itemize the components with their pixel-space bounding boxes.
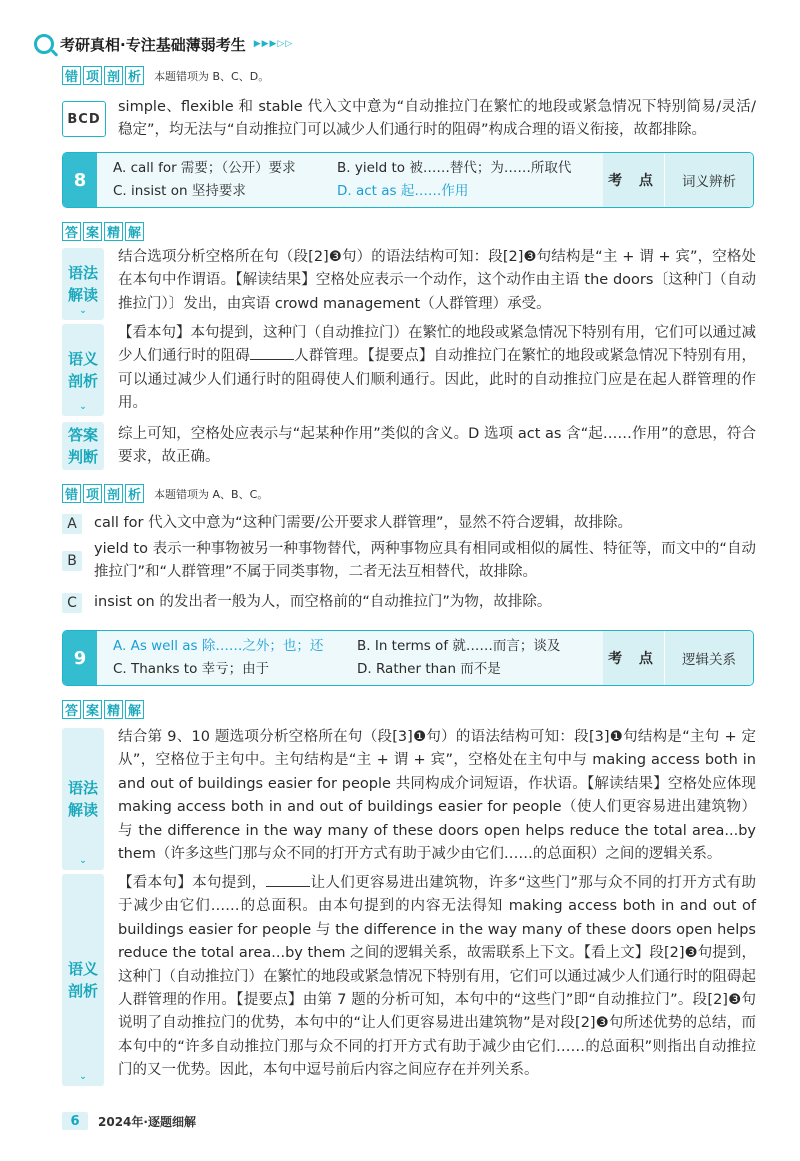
tag-char: 答 [62,222,81,241]
option-letter-c: C [62,593,82,613]
page-header [34,32,293,56]
text-run: 人群管理。【提要点】自动推拉门在繁忙的地段或紧急情况下特别有用，可以通过减少人们通行时的阻碍使人们顺利通行。因此，此时的自动推拉门应是在起人群管理的作用。 [118,348,756,412]
option-d: D. Rather than 而不是 [357,661,501,677]
wrong-option-tag [62,66,269,85]
label-line: 语义 [67,960,98,978]
tag-char: 案 [83,700,102,719]
option-a-correct: A. As well as 除……之外；也；还 [113,638,324,654]
text-run: 【看本句】本句提到，这种门（自动推拉门）在繁忙的地段或紧急情况下特别有用，它们可以通过减少人们通行时的阻碍 [118,325,756,365]
chevron-down-icon: ⌄ [79,856,87,866]
question-number: 8 [63,153,97,207]
label-line: 语法 [67,779,98,797]
option-letter-a: A [62,514,82,534]
page-number: 6 [62,1112,88,1130]
label-line: 答案 [67,426,98,444]
option-b: B. In terms of 就……而言；谈及 [357,638,561,654]
text-run: 【看本句】本句提到， [118,875,267,891]
answer-blank [250,346,294,360]
tag-char: 精 [104,700,123,719]
label-line: 语义 [67,350,98,368]
bcd-explanation: simple、flexible 和 stable 代入文中意为“自动推拉门在繁忙的地段或紧急情况下特别简易/灵活/稳定”，均无法与“自动推拉门可以减少人们通行时的阻碍”构成合理的语义衔接，故都排除。 [118,99,756,139]
answer-analysis-tag [62,700,146,719]
option-d-correct: D. act as 起……作用 [337,183,469,199]
chevron-down-icon: ⌄ [79,1072,87,1082]
option-letter-b: B [62,551,82,571]
label-line: 剖析 [67,982,98,1000]
tag-char: 解 [125,700,144,719]
tag-char: 剖 [104,66,123,85]
header-arrows: ▶▶▶▷▷ [253,39,294,49]
label-line: 语法 [67,264,98,282]
q8-semantic-text [118,322,756,416]
answer-blank [266,873,310,887]
label-line: 剖析 [67,372,98,390]
answer-analysis-tag [62,222,146,241]
label-line: 解读 [67,801,98,819]
header-title: 考研真相·专注基础薄弱考生 [60,35,246,54]
footer-text: 2024年·逐题细解 [98,1114,196,1129]
test-point-label: 考 点 [603,153,665,207]
question-8-card [62,152,754,208]
bcd-badge: BCD [62,101,106,137]
tag-char: 错 [62,66,81,85]
test-point [603,153,753,207]
tag-note: 本题错项为 A、B、C。 [154,487,269,501]
option-a-explanation: call for 代入文中意为“这种门需要/公开要求人群管理”，显然不符合逻辑，故排除。 [94,515,632,531]
tag-char: 错 [62,484,81,503]
tag-char: 案 [83,222,102,241]
q8-grammar-text: 结合选项分析空格所在句（段[2]❸句）的语法结构可知：段[2]❸句结构是“主 + 谓 + 宾”，空格处在本句中作谓语。【解读结果】空格处应表示一个动作，这个动作由主语 the doors〔这种门（自动推拉门）〕发出，由宾语 crowd management（人群管理）承受。 [118,249,756,312]
option-c: C. insist on 坚持要求 [113,183,246,199]
grammar-label [62,728,104,870]
semantic-label [62,874,104,1086]
test-point [603,631,753,685]
tag-char: 析 [125,66,144,85]
test-point-value: 逻辑关系 [682,652,736,668]
option-b-explanation: yield to 表示一种事物被另一种事物替代，两种事物应具有相同或相似的属性、特征等，而文中的“自动推拉门”和“人群管理”不属于同类事物，二者无法互相替代，故排除。 [94,541,756,581]
option-c: C. Thanks to 幸亏；由于 [113,661,270,677]
q9-grammar-text: 结合第 9、10 题选项分析空格所在句（段[3]❶句）的语法结构可知：段[3]❶句结构是“主句 + 定从”，空格位于主句中。主句结构是“主 + 谓 + 宾”，空格处在主句中与 making access both in and out of buildings easier for people 共同构成介词短语，作状语。【解读结果】空格处应体现 making access both in and out of buildings easier for people（使人们更容易进出建筑物）与 the difference in the way many of these doors open helps reduce the total area...by them（许多这些门那与众不同的打开方式有助于减少由它们……的总面积）之间的逻辑关系。 [118,729,756,863]
question-9-card [62,630,754,686]
wrong-option-tag [62,484,268,503]
tag-char: 项 [83,484,102,503]
q9-semantic-text [118,872,756,1083]
tag-char: 析 [125,484,144,503]
tag-note: 本题错项为 B、C、D。 [154,69,270,83]
q8-judge-text: 综上可知，空格处应表示与“起某种作用”类似的含义。D 选项 act as 含“起……作用”的意思，符合要求，故正确。 [118,426,756,466]
option-b: B. yield to 被……替代；为……所取代 [337,160,572,176]
tag-char: 剖 [104,484,123,503]
text-run: 让人们更容易进出建筑物，许多“这些门”那与众不同的打开方式有助于减少由它们……的总面积。由本句提到的内容无法得知 making access both in and out of buildings easier for people 与 the difference in the way many of these doors open helps reduce the total area...by them 之间的逻辑关系，故需联系上下文。【看上文】段[2]❸句提到，这种门（自动推拉门）在繁忙的地段或紧急情况下特别有用，它们可以通过减少人们通行时的阻碍起人群管理的作用。【提要点】由第 7 题的分析可知，本句中的“这些门”即“自动推拉门”。段[2]❸句说明了自动推拉门的优势，本句中的“让人们更容易进出建筑物”是对段[2]❸句所述优势的总结，而本句中的“许多自动推拉门那与众不同的打开方式有助于减少由它们……的总面积”则指出自动推拉门的又一优势。因此，本句中逗号前后内容之间应存在并列关系。 [118,875,757,1079]
question-number: 9 [63,631,97,685]
label-line: 判断 [67,448,98,466]
tag-char: 解 [125,222,144,241]
judge-label [62,422,104,470]
semantic-label [62,324,104,416]
tag-char: 项 [83,66,102,85]
option-c-explanation: insist on 的发出者一般为人，而空格前的“自动推拉门”为物，故排除。 [94,594,552,610]
chevron-down-icon: ⌄ [79,402,87,412]
test-point-value: 词义辨析 [682,174,736,190]
test-point-label: 考 点 [603,631,665,685]
search-icon [34,34,54,54]
option-a: A. call for 需要；（公开）要求 [113,160,296,176]
label-line: 解读 [67,286,98,304]
tag-char: 答 [62,700,81,719]
page-footer [62,1112,196,1130]
chevron-down-icon: ⌄ [79,306,87,316]
tag-char: 精 [104,222,123,241]
grammar-label [62,248,104,320]
